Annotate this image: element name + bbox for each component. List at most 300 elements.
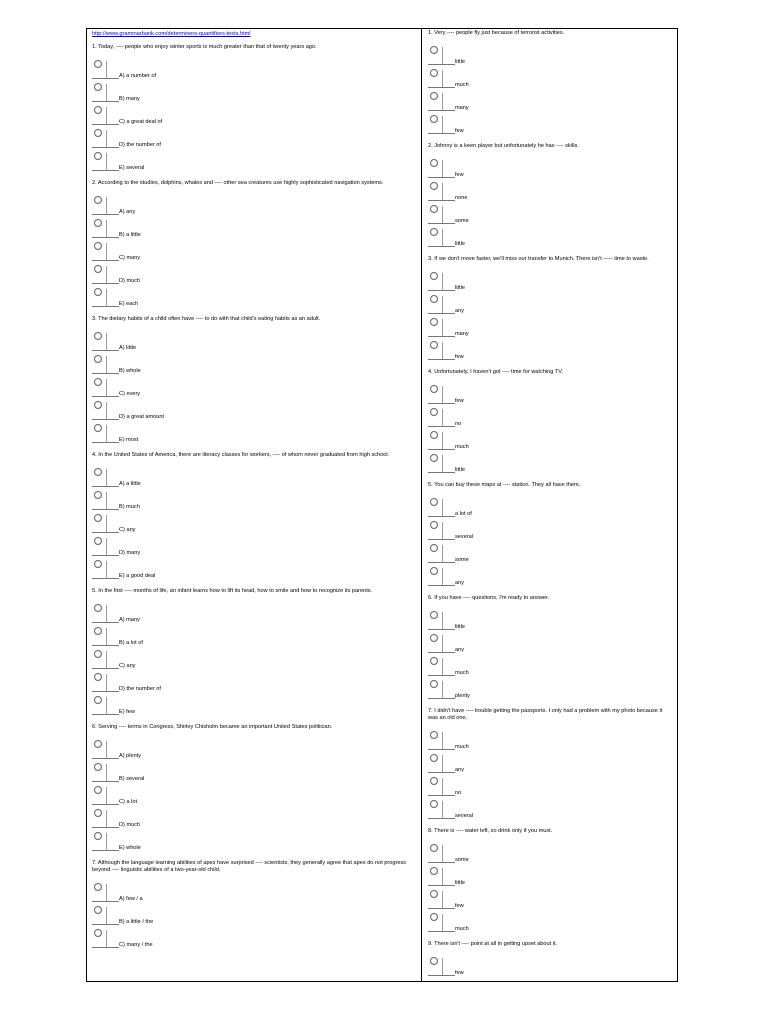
answer-underline <box>92 758 119 759</box>
option-label: much <box>455 670 469 676</box>
radio-button-icon[interactable] <box>94 355 102 363</box>
radio-button-icon[interactable] <box>94 468 102 476</box>
radio-button-icon[interactable] <box>430 890 438 898</box>
answer-option[interactable] <box>428 45 672 68</box>
radio-button-icon[interactable] <box>430 544 438 552</box>
option-label: E) each <box>119 301 139 307</box>
answer-option[interactable] <box>92 467 416 490</box>
option-separator <box>106 538 107 555</box>
option-separator <box>106 492 107 509</box>
question-text: 2. According to the studies, dolphins, whales and ---- other sea creatures use highly sophisticated navigation systems. <box>92 180 384 186</box>
radio-button-icon[interactable] <box>430 182 438 190</box>
answer-underline <box>428 246 455 247</box>
radio-button-icon[interactable] <box>94 627 102 635</box>
answer-underline <box>428 110 455 111</box>
option-label: E) whole <box>119 845 141 851</box>
answer-option[interactable] <box>92 400 416 423</box>
answer-option[interactable] <box>92 739 416 762</box>
answer-underline <box>428 795 455 796</box>
answer-option[interactable] <box>92 603 416 626</box>
option-separator <box>442 319 443 336</box>
option-separator <box>442 958 443 975</box>
radio-button-icon[interactable] <box>430 777 438 785</box>
radio-button-icon[interactable] <box>430 318 438 326</box>
right-column <box>428 30 672 979</box>
radio-button-icon[interactable] <box>430 657 438 665</box>
option-label: E) several <box>119 165 145 171</box>
option-label: several <box>455 534 474 540</box>
option-label: few <box>455 128 464 134</box>
answer-option[interactable] <box>92 354 416 377</box>
answer-underline <box>92 486 119 487</box>
radio-button-icon[interactable] <box>94 514 102 522</box>
radio-button-icon[interactable] <box>94 60 102 68</box>
radio-button-icon[interactable] <box>94 786 102 794</box>
answer-option[interactable] <box>92 423 416 446</box>
option-label: B) a little / the <box>119 919 154 925</box>
option-separator <box>442 47 443 64</box>
radio-button-icon[interactable] <box>430 431 438 439</box>
option-label: D) many <box>119 550 141 556</box>
radio-button-icon[interactable] <box>94 242 102 250</box>
answer-option[interactable] <box>428 889 672 912</box>
answer-underline <box>428 359 455 360</box>
answer-underline <box>92 442 119 443</box>
option-label: E) few <box>119 709 135 715</box>
option-separator <box>106 153 107 170</box>
answer-underline <box>92 170 119 171</box>
radio-button-icon[interactable] <box>94 424 102 432</box>
radio-button-icon[interactable] <box>94 491 102 499</box>
answer-underline <box>92 668 119 669</box>
question-text: 3. The dietary habits of a child often have ---- to do with that child's eating habits as an adult. <box>92 316 321 322</box>
radio-button-icon[interactable] <box>430 800 438 808</box>
option-separator <box>442 296 443 313</box>
radio-button-icon[interactable] <box>430 567 438 575</box>
option-separator <box>106 764 107 781</box>
radio-button-icon[interactable] <box>430 341 438 349</box>
option-separator <box>442 273 443 290</box>
option-separator <box>442 545 443 562</box>
radio-button-icon[interactable] <box>430 115 438 123</box>
answer-underline <box>428 516 455 517</box>
option-separator <box>106 833 107 850</box>
answer-option[interactable] <box>428 271 672 294</box>
answer-option[interactable] <box>92 82 416 105</box>
question-text: 6. If you have ---- questions, I'm ready to answer. <box>428 595 550 601</box>
option-label: A) any <box>119 209 136 215</box>
answer-option[interactable] <box>428 610 672 633</box>
question-1 <box>428 30 672 137</box>
answer-option[interactable] <box>428 633 672 656</box>
option-separator <box>106 741 107 758</box>
option-separator <box>106 605 107 622</box>
option-separator <box>106 884 107 901</box>
answer-option[interactable] <box>92 559 416 582</box>
radio-button-icon[interactable] <box>430 228 438 236</box>
option-label: D) much <box>119 278 141 284</box>
option-label: C) many / the <box>119 942 153 948</box>
radio-button-icon[interactable] <box>94 332 102 340</box>
radio-button-icon[interactable] <box>94 696 102 704</box>
answer-underline <box>428 749 455 750</box>
answer-underline <box>92 283 119 284</box>
answer-option[interactable] <box>92 105 416 128</box>
option-separator <box>106 130 107 147</box>
answer-option[interactable] <box>92 695 416 718</box>
option-label: E) a good deal <box>119 573 156 579</box>
question-text: 6. Serving ---- terms in Congress, Shirley Chisholm became an important United States politician. <box>92 724 333 730</box>
answer-option[interactable] <box>92 59 416 82</box>
answer-option[interactable] <box>428 114 672 137</box>
option-label: C) any <box>119 663 136 669</box>
answer-underline <box>92 578 119 579</box>
option-separator <box>106 787 107 804</box>
option-separator <box>106 333 107 350</box>
option-label: B) a little <box>119 232 141 238</box>
answer-option[interactable] <box>428 340 672 363</box>
radio-button-icon[interactable] <box>430 731 438 739</box>
answer-option[interactable] <box>428 453 672 476</box>
answer-option[interactable] <box>428 956 672 979</box>
radio-button-icon[interactable] <box>94 288 102 296</box>
option-label: little <box>455 285 465 291</box>
option-label: C) any <box>119 527 136 533</box>
question-text: 7. Although the language learning abilities of apes have surprised ---- scientists, they generally agree that apes do not progress beyond ---- linguistic abilities of a two-year-old child. <box>92 860 407 873</box>
option-separator <box>106 651 107 668</box>
answer-underline <box>92 419 119 420</box>
question-7 <box>92 860 416 951</box>
option-separator <box>442 206 443 223</box>
option-label: little <box>455 880 465 886</box>
option-separator <box>106 930 107 947</box>
option-separator <box>106 220 107 237</box>
radio-button-icon[interactable] <box>94 650 102 658</box>
option-label: few <box>455 903 464 909</box>
radio-button-icon[interactable] <box>430 957 438 965</box>
option-separator <box>442 160 443 177</box>
answer-option[interactable] <box>428 294 672 317</box>
answer-underline <box>92 306 119 307</box>
answer-underline <box>92 827 119 828</box>
option-separator <box>106 425 107 442</box>
answer-option[interactable] <box>428 91 672 114</box>
option-label: C) many <box>119 255 141 261</box>
answer-option[interactable] <box>92 905 416 928</box>
option-separator <box>442 568 443 585</box>
radio-button-icon[interactable] <box>94 219 102 227</box>
option-label: A) a number of <box>119 73 156 79</box>
radio-button-icon[interactable] <box>430 92 438 100</box>
answer-option[interactable] <box>428 866 672 889</box>
question-4 <box>428 369 672 476</box>
answer-underline <box>428 87 455 88</box>
option-separator <box>106 674 107 691</box>
option-separator <box>106 469 107 486</box>
radio-button-icon[interactable] <box>430 754 438 762</box>
answer-option[interactable] <box>428 843 672 866</box>
question-8 <box>428 828 672 935</box>
answer-underline <box>92 555 119 556</box>
option-label: any <box>455 308 465 314</box>
option-label: few <box>455 398 464 404</box>
answer-underline <box>428 64 455 65</box>
radio-button-icon[interactable] <box>430 385 438 393</box>
option-label: B) a lot of <box>119 640 143 646</box>
option-separator <box>442 681 443 698</box>
option-label: D) much <box>119 822 141 828</box>
answer-option[interactable] <box>92 928 416 951</box>
radio-button-icon[interactable] <box>94 265 102 273</box>
answer-option[interactable] <box>428 227 672 250</box>
option-separator <box>106 379 107 396</box>
radio-button-icon[interactable] <box>430 159 438 167</box>
question-5 <box>92 588 416 718</box>
radio-button-icon[interactable] <box>94 673 102 681</box>
answer-option[interactable] <box>428 679 672 702</box>
answer-option[interactable] <box>428 753 672 776</box>
option-separator <box>106 84 107 101</box>
option-separator <box>106 907 107 924</box>
answer-option[interactable] <box>92 490 416 513</box>
answer-option[interactable] <box>92 831 416 854</box>
option-separator <box>442 455 443 472</box>
option-label: little <box>455 624 465 630</box>
radio-button-icon[interactable] <box>430 521 438 529</box>
answer-option[interactable] <box>428 158 672 181</box>
radio-button-icon[interactable] <box>430 680 438 688</box>
question-text: 4. Unfortunately, I haven't got ---- time for watching TV. <box>428 369 563 375</box>
radio-button-icon[interactable] <box>94 763 102 771</box>
answer-option[interactable] <box>92 513 416 536</box>
option-separator <box>442 868 443 885</box>
radio-button-icon[interactable] <box>94 378 102 386</box>
answer-option[interactable] <box>92 287 416 310</box>
option-separator <box>442 612 443 629</box>
answer-underline <box>92 101 119 102</box>
question-2 <box>92 180 416 310</box>
answer-underline <box>92 924 119 925</box>
answer-underline <box>428 629 455 630</box>
option-label: many <box>455 331 469 337</box>
option-label: much <box>455 82 469 88</box>
radio-button-icon[interactable] <box>94 832 102 840</box>
option-separator <box>442 386 443 403</box>
option-separator <box>442 845 443 862</box>
radio-button-icon[interactable] <box>94 129 102 137</box>
question-2 <box>428 143 672 250</box>
answer-option[interactable] <box>92 128 416 151</box>
answer-option[interactable] <box>428 520 672 543</box>
answer-option[interactable] <box>92 808 416 831</box>
option-label: B) much <box>119 504 140 510</box>
option-label: A) little <box>119 345 137 351</box>
answer-option[interactable] <box>92 218 416 241</box>
answer-option[interactable] <box>428 430 672 453</box>
answer-underline <box>428 539 455 540</box>
answer-option[interactable] <box>428 181 672 204</box>
option-separator <box>442 183 443 200</box>
answer-option[interactable] <box>428 497 672 520</box>
answer-underline <box>92 804 119 805</box>
radio-button-icon[interactable] <box>94 537 102 545</box>
radio-button-icon[interactable] <box>430 913 438 921</box>
option-label: D) a great amount <box>119 414 165 420</box>
option-separator <box>442 755 443 772</box>
question-text: 5. You can buy these maps at ---- station. They all have them. <box>428 482 581 488</box>
left-column <box>92 31 416 951</box>
option-label: any <box>455 647 465 653</box>
radio-button-icon[interactable] <box>94 906 102 914</box>
option-label: some <box>455 857 469 863</box>
answer-option[interactable] <box>92 626 416 649</box>
option-label: A) few / a <box>119 896 143 902</box>
radio-button-icon[interactable] <box>430 46 438 54</box>
option-label: plenty <box>455 693 470 699</box>
answer-underline <box>428 931 455 932</box>
answer-option[interactable] <box>92 672 416 695</box>
option-separator <box>106 61 107 78</box>
option-separator <box>106 402 107 419</box>
radio-button-icon[interactable] <box>430 634 438 642</box>
radio-button-icon[interactable] <box>94 929 102 937</box>
answer-underline <box>92 714 119 715</box>
answer-underline <box>428 885 455 886</box>
option-separator <box>442 522 443 539</box>
radio-button-icon[interactable] <box>430 454 438 462</box>
answer-option[interactable] <box>92 331 416 354</box>
answer-underline <box>428 585 455 586</box>
question-text: 5. In the first ---- months of life, an infant learns how to lift its head, how to smile and how to recognize its parents. <box>92 588 373 594</box>
answer-underline <box>428 426 455 427</box>
radio-button-icon[interactable] <box>430 69 438 77</box>
answer-option[interactable] <box>428 776 672 799</box>
radio-button-icon[interactable] <box>430 867 438 875</box>
option-separator <box>442 778 443 795</box>
answer-option[interactable] <box>428 543 672 566</box>
answer-underline <box>92 781 119 782</box>
answer-underline <box>428 652 455 653</box>
answer-underline <box>428 200 455 201</box>
answer-option[interactable] <box>428 566 672 589</box>
answer-underline <box>428 908 455 909</box>
option-label: much <box>455 744 469 750</box>
answer-option[interactable] <box>92 762 416 785</box>
answer-underline <box>92 373 119 374</box>
answer-option[interactable] <box>428 68 672 91</box>
radio-button-icon[interactable] <box>430 205 438 213</box>
answer-underline <box>92 214 119 215</box>
option-label: much <box>455 926 469 932</box>
option-separator <box>442 409 443 426</box>
answer-option[interactable] <box>92 649 416 672</box>
option-label: some <box>455 557 469 563</box>
answer-underline <box>92 622 119 623</box>
question-text: 1. Very ---- people fly just because of terrorist activities. <box>428 30 565 36</box>
option-label: little <box>455 59 465 65</box>
question-5 <box>428 482 672 589</box>
radio-button-icon[interactable] <box>94 883 102 891</box>
radio-button-icon[interactable] <box>430 408 438 416</box>
answer-underline <box>92 147 119 148</box>
answer-underline <box>92 901 119 902</box>
radio-button-icon[interactable] <box>430 295 438 303</box>
option-label: much <box>455 444 469 450</box>
option-label: E) most <box>119 437 139 443</box>
answer-option[interactable] <box>428 407 672 430</box>
answer-option[interactable] <box>92 264 416 287</box>
answer-option[interactable] <box>92 151 416 174</box>
option-separator <box>442 116 443 133</box>
answer-option[interactable] <box>428 656 672 679</box>
answer-option[interactable] <box>92 882 416 905</box>
option-label: few <box>455 172 464 178</box>
option-label: B) whole <box>119 368 141 374</box>
answer-option[interactable] <box>92 377 416 400</box>
right-questions <box>428 30 672 979</box>
option-separator <box>442 914 443 931</box>
radio-button-icon[interactable] <box>430 498 438 506</box>
answer-option[interactable] <box>92 785 416 808</box>
radio-button-icon[interactable] <box>430 844 438 852</box>
radio-button-icon[interactable] <box>94 106 102 114</box>
option-label: several <box>455 813 474 819</box>
question-1 <box>92 44 416 174</box>
question-4 <box>92 452 416 582</box>
answer-underline <box>92 124 119 125</box>
source-link[interactable]: http://www.grammarbank.com/determiners-quantifiers-tests.html <box>92 31 251 37</box>
radio-button-icon[interactable] <box>94 740 102 748</box>
answer-option[interactable] <box>428 912 672 935</box>
answer-option[interactable] <box>92 195 416 218</box>
answer-option[interactable] <box>428 384 672 407</box>
answer-option[interactable] <box>428 317 672 340</box>
option-separator <box>442 732 443 749</box>
answer-option[interactable] <box>92 536 416 559</box>
question-7 <box>428 708 672 822</box>
answer-option[interactable] <box>428 730 672 753</box>
question-text: 4. In the United States of America, there are literacy classes for workers, ---- of whom never graduated from high school. <box>92 452 390 458</box>
answer-underline <box>92 509 119 510</box>
radio-button-icon[interactable] <box>94 604 102 612</box>
radio-button-icon[interactable] <box>94 152 102 160</box>
radio-button-icon[interactable] <box>430 272 438 280</box>
option-label: B) many <box>119 96 140 102</box>
option-label: few <box>455 970 464 976</box>
radio-button-icon[interactable] <box>94 560 102 568</box>
answer-underline <box>92 260 119 261</box>
answer-underline <box>92 532 119 533</box>
radio-button-icon[interactable] <box>430 611 438 619</box>
radio-button-icon[interactable] <box>94 809 102 817</box>
answer-option[interactable] <box>92 241 416 264</box>
question-3 <box>92 316 416 446</box>
radio-button-icon[interactable] <box>94 196 102 204</box>
answer-underline <box>92 396 119 397</box>
answer-option[interactable] <box>428 799 672 822</box>
option-label: A) a little <box>119 481 141 487</box>
radio-button-icon[interactable] <box>94 83 102 91</box>
answer-underline <box>428 449 455 450</box>
option-separator <box>442 891 443 908</box>
option-label: A) many <box>119 617 140 623</box>
column-divider <box>421 28 422 982</box>
question-text: 9. There isn't ---- point at all in getting upset about it. <box>428 941 558 947</box>
option-separator <box>442 499 443 516</box>
answer-underline <box>428 223 455 224</box>
answer-option[interactable] <box>428 204 672 227</box>
radio-button-icon[interactable] <box>94 401 102 409</box>
